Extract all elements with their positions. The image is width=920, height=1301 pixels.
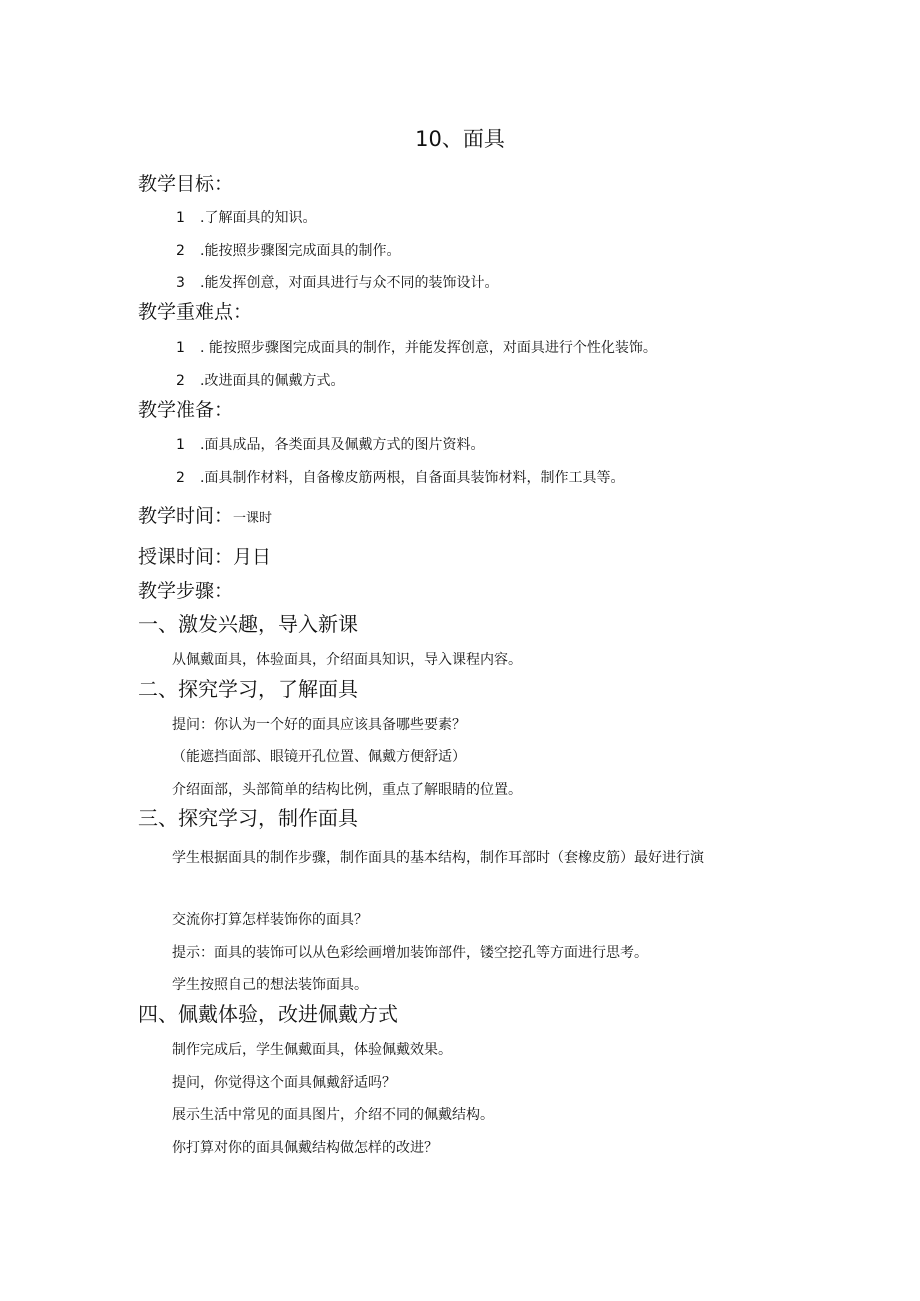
goal-item xyxy=(176,276,498,290)
section-paragraph: 学生根据面具的制作步骤，制作面具的基本结构，制作耳部时（套橡皮筋）最好进行演 xyxy=(172,850,704,866)
section-heading: 三、探究学习，制作面具 xyxy=(138,806,358,830)
section-paragraph: 提问，你觉得这个面具佩戴舒适吗？ xyxy=(172,1075,396,1091)
prep-item-text: .面具制作材料，自备橡皮筋两根，自备面具装饰材料，制作工具等。 xyxy=(200,470,625,486)
goal-item xyxy=(176,244,400,258)
lesson-time xyxy=(138,507,272,526)
lesson-time-label: 教学时间： xyxy=(138,505,234,527)
page-title: 10、面具 xyxy=(415,127,505,151)
section-paragraph: 学生按照自己的想法装饰面具。 xyxy=(172,977,368,993)
section-paragraph: 从佩戴面具，体验面具，介绍面具知识，导入课程内容。 xyxy=(172,652,522,668)
prep-item-number: 2 xyxy=(176,470,185,486)
section-paragraph: 制作完成后，学生佩戴面具，体验佩戴效果。 xyxy=(172,1042,452,1058)
keypoint-item xyxy=(176,341,657,355)
section-paragraph: （能遮挡面部、眼镜开孔位置、佩戴方便舒适） xyxy=(172,749,466,765)
keypoint-item-number: 1 xyxy=(176,340,185,356)
class-date: 授课时间：月日 xyxy=(138,546,272,568)
goal-item-text: .能按照步骤图完成面具的制作。 xyxy=(200,243,401,259)
section-paragraph: 介绍面部，头部简单的结构比例，重点了解眼睛的位置。 xyxy=(172,782,522,798)
keypoint-item-number: 2 xyxy=(176,373,185,389)
goal-item-text: .能发挥创意，对面具进行与众不同的装饰设计。 xyxy=(200,275,499,291)
section-paragraph: 你打算对你的面具佩戴结构做怎样的改进？ xyxy=(172,1140,438,1156)
prep-item xyxy=(176,471,624,485)
keypoint-item-text: .改进面具的佩戴方式。 xyxy=(200,373,345,389)
section-paragraph: 展示生活中常见的面具图片，介绍不同的佩戴结构。 xyxy=(172,1107,494,1123)
prep-heading: 教学准备： xyxy=(138,399,234,421)
section-heading: 二、探究学习，了解面具 xyxy=(138,677,358,701)
goals-heading: 教学目标： xyxy=(138,173,234,195)
prep-item-number: 1 xyxy=(176,437,185,453)
prep-item-text: .面具成品，各类面具及佩戴方式的图片资料。 xyxy=(200,437,485,453)
goal-item-number: 3 xyxy=(176,275,185,291)
keypoint-item xyxy=(176,374,344,388)
section-paragraph: 提示：面具的装饰可以从色彩绘画增加装饰部件，镂空挖孔等方面进行思考。 xyxy=(172,945,648,961)
goal-item-number: 2 xyxy=(176,243,185,259)
lesson-time-value: 一课时 xyxy=(233,511,273,526)
goal-item-number: 1 xyxy=(176,210,185,226)
section-paragraph: 交流你打算怎样装饰你的面具？ xyxy=(172,912,368,928)
goal-item xyxy=(176,211,316,225)
section-paragraph: 提问：你认为一个好的面具应该具备哪些要素？ xyxy=(172,717,466,733)
section-heading: 四、佩戴体验，改进佩戴方式 xyxy=(138,1002,398,1026)
section-heading: 一、激发兴趣，导入新课 xyxy=(138,612,358,636)
keypoint-item-text: . 能按照步骤图完成面具的制作，并能发挥创意，对面具进行个性化装饰。 xyxy=(200,340,657,356)
steps-heading: 教学步骤： xyxy=(138,580,234,602)
goal-item-text: .了解面具的知识。 xyxy=(200,210,317,226)
keypoints-heading: 教学重难点： xyxy=(138,301,253,323)
prep-item xyxy=(176,438,484,452)
